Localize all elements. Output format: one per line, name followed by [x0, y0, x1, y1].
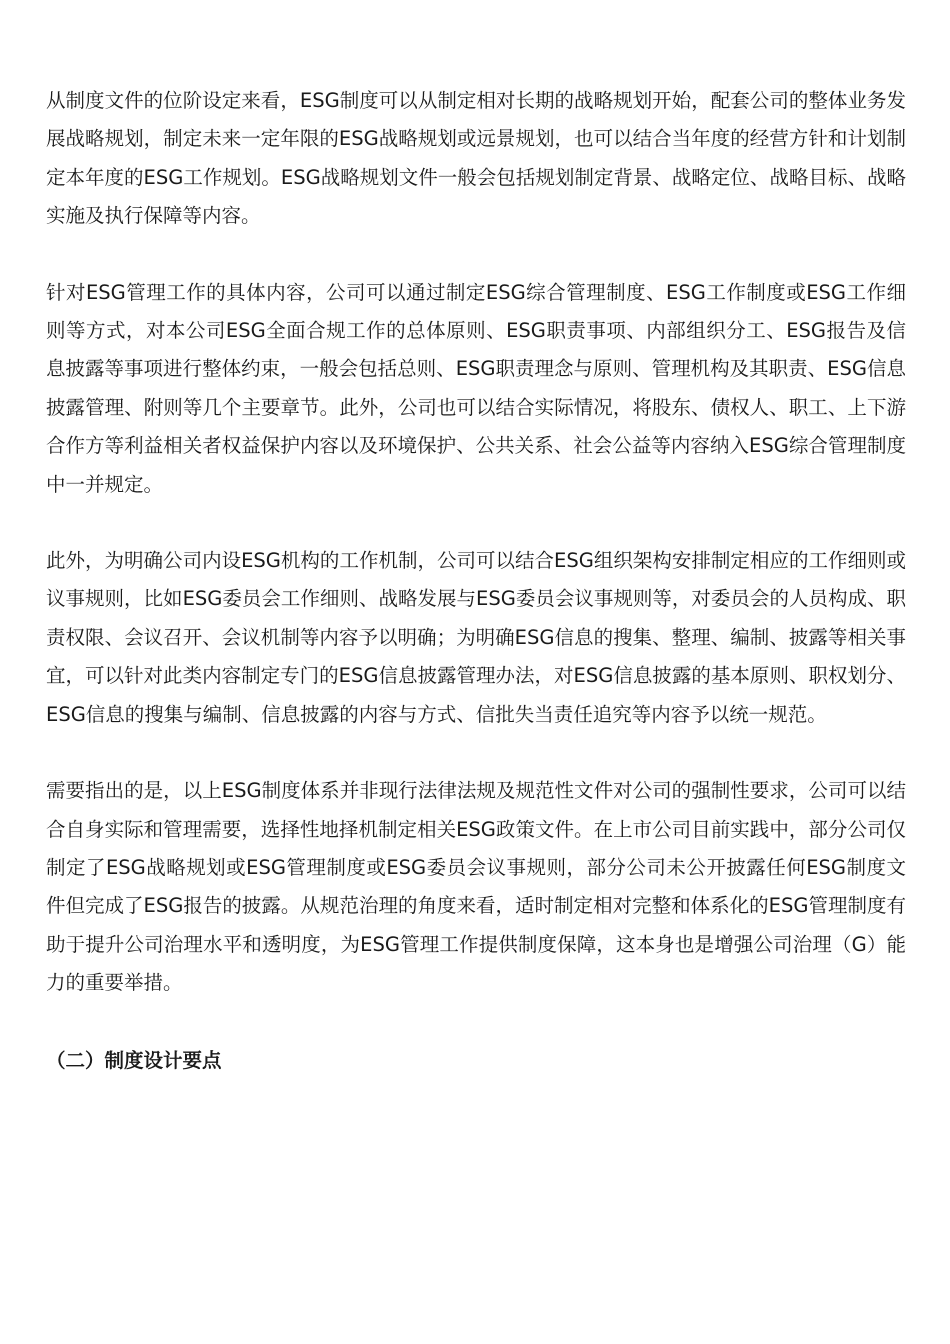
- section-heading: （二）制度设计要点: [46, 1048, 222, 1072]
- paragraph-esg-management-content: 针对ESG管理工作的具体内容，公司可以通过制定ESG综合管理制度、ESG工作制度或ESG工作细则等方式，对本公司ESG全面合规工作的总体原则、ESG职责事项、内部组织分工、ESG报告及信息披露等事项进行整体约束，一般会包括总则、ESG职责理念与原则、管理机构及其职责、ESG信息披露管理、附则等几个主要章节。此外，公司也可以结合实际情况，将股东、债权人、职工、上下游合作方等利益相关者权益保护内容以及环境保护、公共关系、社会公益等内容纳入ESG综合管理制度中一并规定。: [46, 280, 906, 496]
- paragraph-esg-system-note: 需要指出的是，以上ESG制度体系并非现行法律法规及规范性文件对公司的强制性要求，公司可以结合自身实际和管理需要，选择性地择机制定相关ESG政策文件。在上市公司目前实践中，部分公司仅制定了ESG战略规划或ESG管理制度或ESG委员会议事规则，部分公司未公开披露任何ESG制度文件但完成了ESG报告的披露。从规范治理的角度来看，适时制定相对完整和体系化的ESG管理制度有助于提升公司治理水平和透明度，为ESG管理工作提供制度保障，这本身也是增强公司治理（G）能力的重要举措。: [46, 779, 906, 995]
- paragraph-institution-hierarchy: 从制度文件的位阶设定来看，ESG制度可以从制定相对长期的战略规划开始，配套公司的整体业务发展战略规划，制定未来一定年限的ESG战略规划或远景规划，也可以结合当年度的经营方针和计划制定本年度的ESG工作规划。ESG战略规划文件一般会包括规划制定背景、战略定位、战略目标、战略实施及执行保障等内容。: [46, 89, 906, 228]
- paragraph-esg-working-mechanism: 此外，为明确公司内设ESG机构的工作机制，公司可以结合ESG组织架构安排制定相应的工作细则或议事规则，比如ESG委员会工作细则、战略发展与ESG委员会议事规则等，对委员会的人员构成、职责权限、会议召开、会议机制等内容予以明确；为明确ESG信息的搜集、整理、编制、披露等相关事宜，可以针对此类内容制定专门的ESG信息披露管理办法，对ESG信息披露的基本原则、职权划分、ESG信息的搜集与编制、信息披露的内容与方式、信批失当责任追究等内容予以统一规范。: [46, 549, 906, 726]
- document-page: [46, 82, 906, 1080]
